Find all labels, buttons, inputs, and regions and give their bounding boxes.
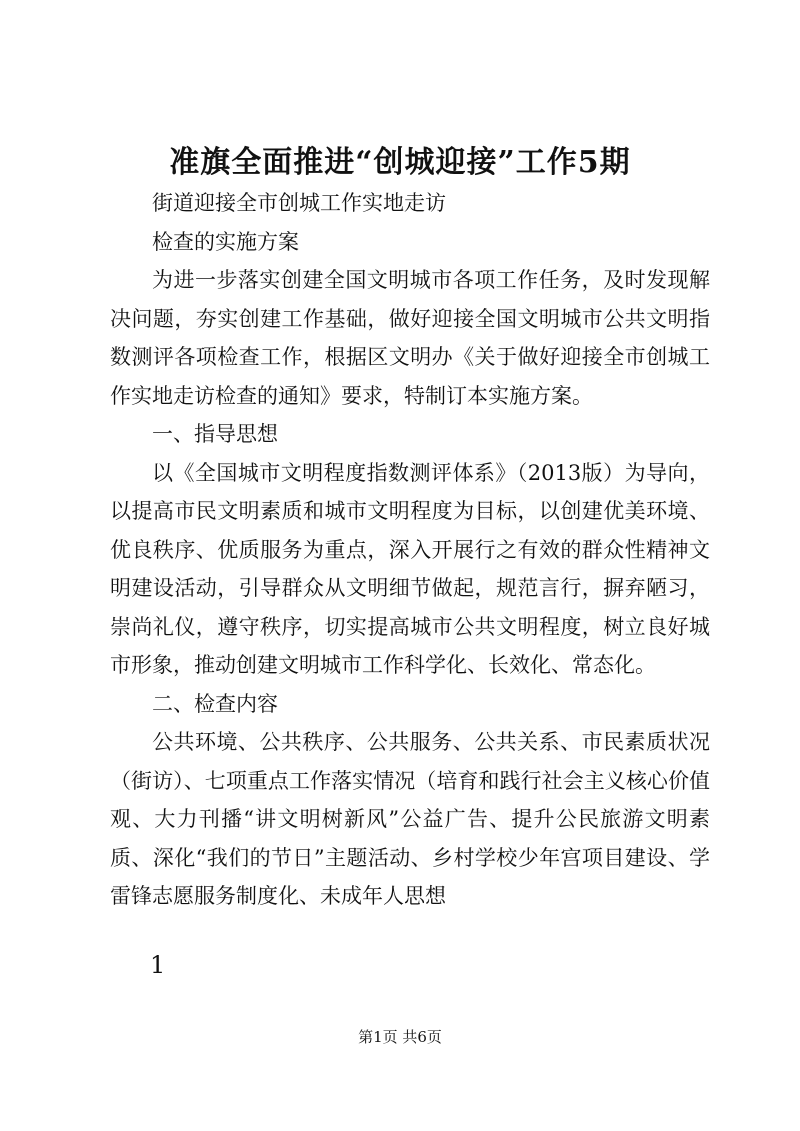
paragraph-inspection-content: 公共环境、公共秩序、公共服务、公共关系、市民素质状况（街访）、七项重点工作落实情况（培育和践行社会主义核心价值观、大力刊播“讲文明树新风”公益广告、提升公民旅游文明素质、深化“我们的节日”主题活动、乡村学校少年宫项目建设、学雷锋志愿服务制度化、未成年人思想 (110, 730, 710, 908)
section-heading-guiding-ideology: 一、指导思想 (152, 422, 278, 446)
document-title: 准旗全面推进“创城迎接”工作5期 (169, 145, 631, 180)
paragraph-subtitle-line1: 街道迎接全市创城工作实地走访 (152, 191, 446, 215)
paragraph-subtitle-line2: 检查的实施方案 (152, 229, 299, 254)
paragraph-intro: 为进一步落实创建全国文明城市各项工作任务，及时发现解决问题，夯实创建工作基础，做好迎接全国文明城市公共文明指数测评各项检查工作，根据区文明办《关于做好迎接全市创城工作实地走访检查的通知》要求，特制订本实施方案。 (110, 268, 710, 408)
section-heading-inspection-content: 二、检查内容 (152, 691, 278, 716)
page-footer: 第1页 共6页 (358, 1028, 442, 1046)
page-number-marker: 1 (150, 951, 166, 979)
document-body (110, 184, 710, 916)
paragraph-guiding-ideology: 以《全国城市文明程度指数测评体系》（2013版）为导向，以提高市民文明素质和城市文明程度为目标，以创建优美环境、优良秩序、优质服务为重点，深入开展行之有效的群众性精神文明建设活动，引导群众从文明细节做起，规范言行，摒弃陋习，崇尚礼仪，遵守秩序，切实提高城市公共文明程度，树立良好城市形象，推动创建文明城市工作科学化、长效化、常态化。 (110, 460, 710, 677)
